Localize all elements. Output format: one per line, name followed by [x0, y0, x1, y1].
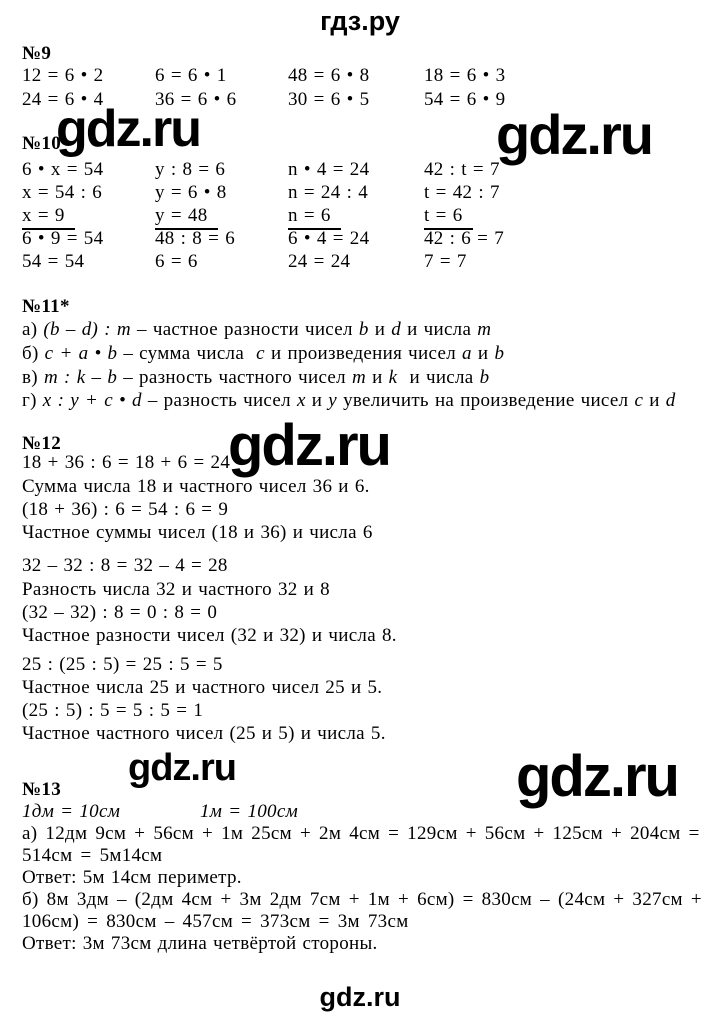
ex9-cell: 54 = 6 • 9 [424, 89, 506, 110]
text-fragment: и числа [397, 367, 480, 388]
gdz-watermark: gdz.ru [56, 100, 200, 158]
ex13-unit-conversion: 1м = 100см [200, 801, 299, 822]
ex10-cell: x = 54 : 6 [22, 182, 102, 203]
ex11-line [22, 391, 676, 412]
text-fragment: г) [22, 390, 43, 411]
formula-fragment: c [256, 343, 265, 364]
formula-fragment: x : y + c • d [42, 390, 142, 411]
ex13-unit-conversion: 1дм = 10см [22, 801, 121, 822]
ex10-answer: x = 9 [22, 206, 75, 230]
formula-fragment: m [352, 367, 367, 388]
ex9-title: №9 [22, 43, 52, 64]
ex10-answer: n = 6 [288, 206, 341, 230]
ex11-line [22, 368, 489, 389]
gdz-watermark: gdz.ru [228, 413, 390, 478]
ex10-answer: y = 48 [155, 206, 218, 230]
ex12-line: 25 : (25 : 5) = 25 : 5 = 5 [22, 654, 223, 675]
ex10-cell: 6 • x = 54 [22, 159, 104, 180]
text-fragment: и числа [401, 319, 478, 340]
ex12-line: Разность числа 32 и частного 32 и 8 [22, 579, 330, 600]
formula-fragment: (b – d) : m [43, 319, 131, 340]
ex12-line: Сумма числа 18 и частного чисел 36 и 6. [22, 476, 370, 497]
text-fragment: и [368, 319, 392, 340]
ex13-line: 106см) = 830см – 457см = 373см = 3м 73см [22, 911, 409, 932]
ex9-cell: 48 = 6 • 8 [288, 65, 370, 86]
ex13-line: 514см = 5м14см [22, 845, 163, 866]
ex10-title: №10 [22, 133, 61, 154]
text-fragment: и [366, 367, 389, 388]
ex10-cell: y : 8 = 6 [155, 159, 226, 180]
formula-fragment: a [462, 343, 472, 364]
formula-fragment: b [494, 343, 505, 364]
formula-fragment: x [296, 390, 306, 411]
text-fragment: и [471, 343, 495, 364]
ex11-line [22, 320, 491, 341]
ex12-line: (18 + 36) : 6 = 54 : 6 = 9 [22, 499, 229, 520]
gdz-watermark: gdz.ru [516, 744, 678, 809]
text-fragment: – разность чисел [141, 390, 297, 411]
ex9-cell: 36 = 6 • 6 [155, 89, 237, 110]
ex11-title: №11* [22, 296, 70, 317]
formula-fragment: d [665, 390, 676, 411]
ex10-cell: t = 42 : 7 [424, 182, 500, 203]
ex9-cell: 12 = 6 • 2 [22, 65, 104, 86]
ex13-answer: Ответ: 3м 73см длина четвёртой стороны. [22, 933, 378, 954]
ex10-cell: 7 = 7 [424, 251, 467, 272]
formula-fragment: b [358, 319, 369, 340]
gdz-watermark: gdz.ru [496, 103, 652, 166]
text-fragment: увеличить на произведение чисел [337, 390, 635, 411]
formula-fragment: c [634, 390, 644, 411]
ex10-answer: t = 6 [424, 206, 473, 230]
text-fragment: – частное разности чисел [130, 319, 359, 340]
ex10-cell: 42 : t = 7 [424, 159, 500, 180]
text-fragment: и произведения чисел [264, 343, 463, 364]
formula-fragment: m [477, 319, 492, 340]
ex10-cell: 6 = 6 [155, 251, 198, 272]
ex10-cell: 54 = 54 [22, 251, 85, 272]
ex13-line: б) 8м 3дм – (2дм 4см + 3м 2дм 7см + 1м + 6см) = 830см – (24см + 327см + [22, 889, 702, 910]
ex12-line: 32 – 32 : 8 = 32 – 4 = 28 [22, 555, 228, 576]
ex12-line: Частное разности чисел (32 и 32) и числа 8. [22, 625, 397, 646]
ex12-title: №12 [22, 433, 61, 454]
text-fragment: б) [22, 343, 45, 364]
formula-fragment: b [479, 367, 490, 388]
ex9-cell: 18 = 6 • 3 [424, 65, 506, 86]
ex10-cell: 24 = 24 [288, 251, 351, 272]
gdz-watermark: gdz.ru [128, 747, 236, 789]
ex12-line: Частное суммы чисел (18 и 36) и числа 6 [22, 522, 373, 543]
ex10-cell: 6 • 4 = 24 [288, 228, 370, 249]
ex13-answer: Ответ: 5м 14см периметр. [22, 867, 242, 888]
ex9-cell: 30 = 6 • 5 [288, 89, 370, 110]
ex10-cell: n = 24 : 4 [288, 182, 368, 203]
site-footer-brand: gdz.ru [319, 982, 401, 1012]
ex13-title: №13 [22, 779, 61, 800]
ex12-line: (32 – 32) : 8 = 0 : 8 = 0 [22, 602, 218, 623]
ex12-line: 18 + 36 : 6 = 18 + 6 = 24 [22, 452, 231, 473]
ex12-line: Частное частного чисел (25 и 5) и числа 5. [22, 723, 386, 744]
text-fragment: и [643, 390, 666, 411]
formula-fragment: k [388, 367, 398, 388]
ex10-cell: 42 : 6 = 7 [424, 228, 504, 249]
ex10-cell: y = 6 • 8 [155, 182, 227, 203]
text-fragment: в) [22, 367, 44, 388]
site-header-brand: гдз.ру [320, 6, 400, 36]
formula-fragment: y [328, 390, 338, 411]
ex11-line [22, 344, 504, 365]
formula-fragment: c + a • b [44, 343, 118, 364]
text-fragment: а) [22, 319, 44, 340]
formula-fragment: m : k – b [43, 367, 118, 388]
ex12-line: Частное числа 25 и частного чисел 25 и 5. [22, 677, 383, 698]
ex10-cell: n • 4 = 24 [288, 159, 370, 180]
text-fragment: – разность частного чисел [117, 367, 352, 388]
ex9-cell: 6 = 6 • 1 [155, 65, 227, 86]
ex10-cell: 48 : 8 = 6 [155, 228, 235, 249]
formula-fragment: d [391, 319, 402, 340]
ex12-line: (25 : 5) : 5 = 5 : 5 = 1 [22, 700, 204, 721]
ex9-cell: 24 = 6 • 4 [22, 89, 104, 110]
text-fragment: – сумма числа [117, 343, 257, 364]
ex13-line: а) 12дм 9см + 56см + 1м 25см + 2м 4см = 129см + 56см + 125см + 204см = [22, 823, 700, 844]
text-fragment: и [305, 390, 329, 411]
ex10-cell: 6 • 9 = 54 [22, 228, 104, 249]
